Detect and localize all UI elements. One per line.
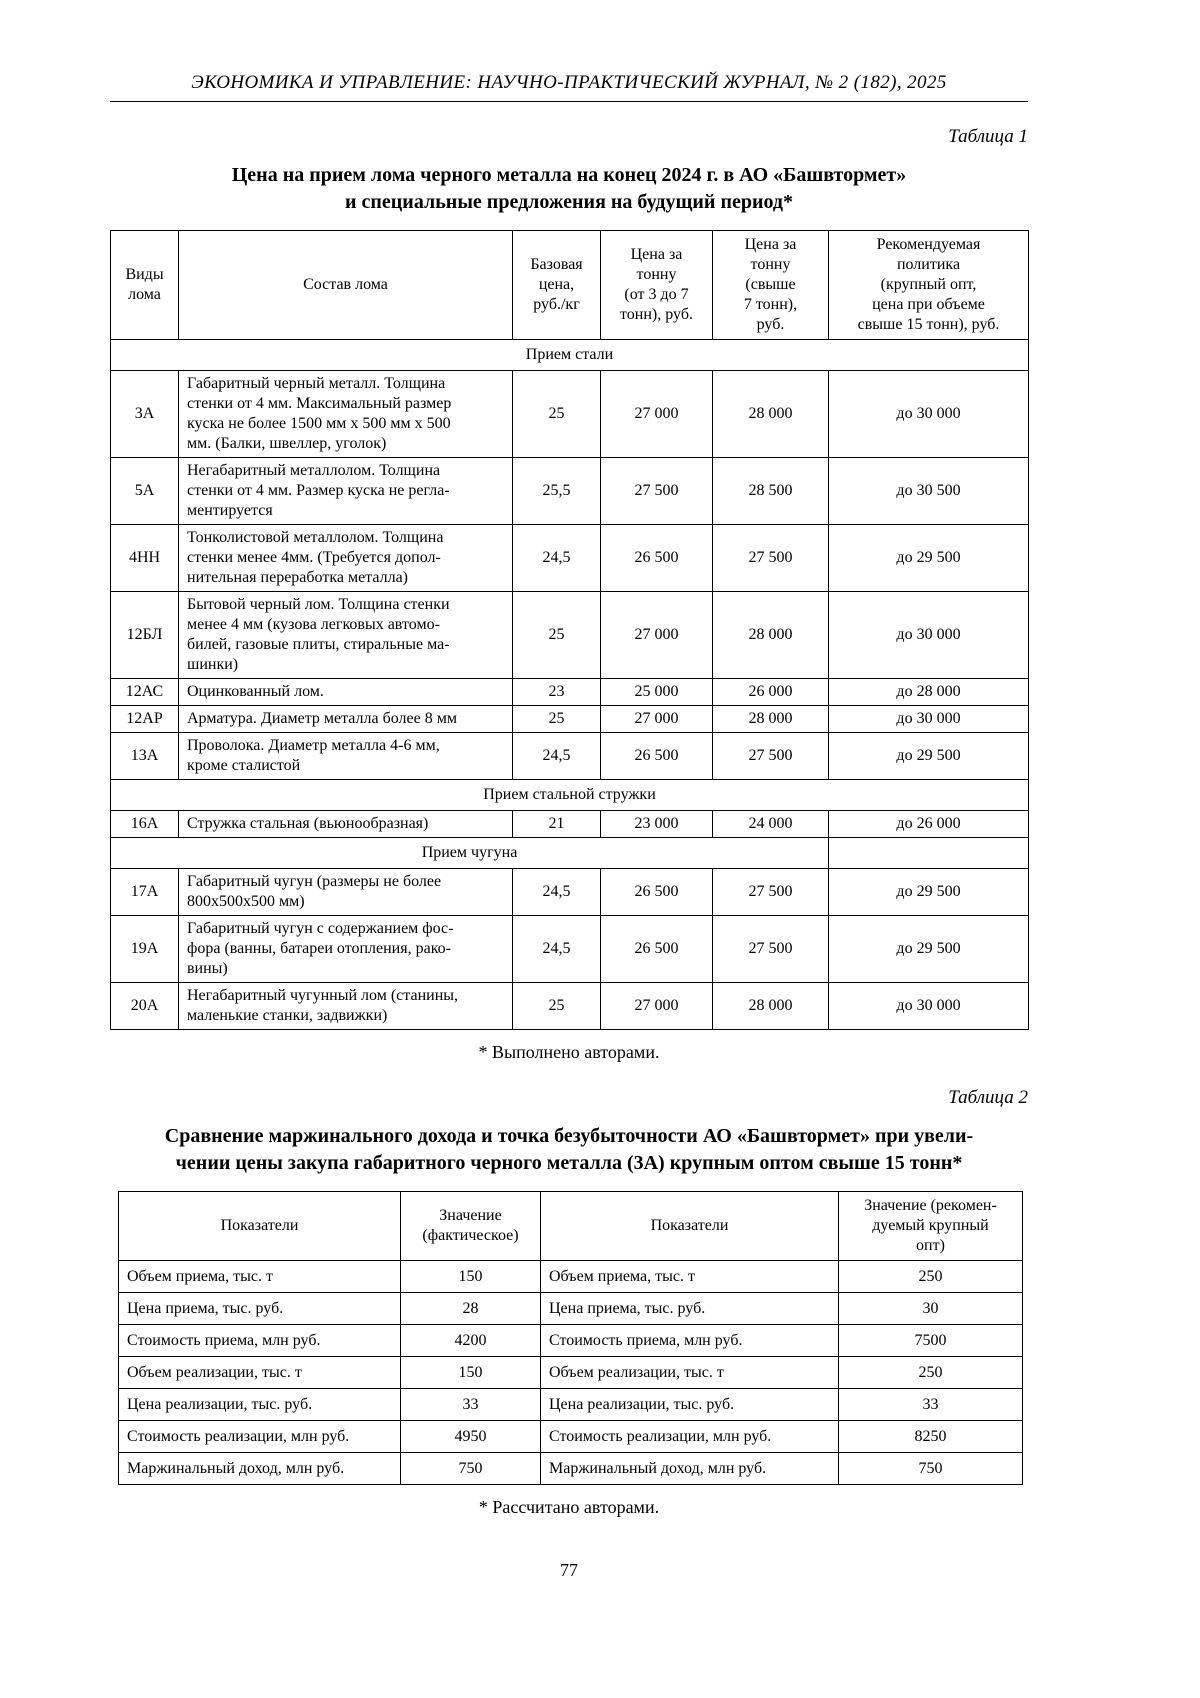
scrap-composition: Негабаритный металлолом. Толщина стенки от 4 мм. Размер куска не регла- ментируется <box>179 458 513 525</box>
col-header-value-actual: Значение (фактическое) <box>401 1192 541 1261</box>
table-row <box>111 706 1029 733</box>
price-value: 24,5 <box>513 916 601 983</box>
indicator-label: Цена приема, тыс. руб. <box>119 1293 401 1325</box>
indicator-value: 4950 <box>401 1421 541 1453</box>
price-value: 25 <box>513 983 601 1030</box>
table-row <box>111 916 1029 983</box>
section-row <box>111 838 1029 869</box>
scrap-type-code: 3А <box>111 371 179 458</box>
margin-table-head <box>119 1192 1023 1261</box>
price-value: до 29 500 <box>829 733 1029 780</box>
table-row <box>119 1389 1023 1421</box>
section-label: Прием чугуна <box>111 838 829 869</box>
col-header-indicators-recommended: Показатели <box>541 1192 839 1261</box>
price-value: 28 000 <box>713 592 829 679</box>
price-value: 27 500 <box>713 733 829 780</box>
price-value: 27 000 <box>601 371 713 458</box>
price-value: до 30 000 <box>829 706 1029 733</box>
section-empty-cell <box>829 838 1029 869</box>
scrap-composition: Тонколистовой металлолом. Толщина стенки менее 4мм. (Требуется допол- нительная переработка металла) <box>179 525 513 592</box>
col-header-price-over-7t: Цена за тонну (свыше 7 тонн), руб. <box>713 231 829 340</box>
section-label: Прием стали <box>111 340 1029 371</box>
price-value: 27 500 <box>601 458 713 525</box>
price-value: 21 <box>513 811 601 838</box>
col-header-base-price: Базовая цена, руб./кг <box>513 231 601 340</box>
table2-caption: Таблица 2 <box>948 1087 1028 1108</box>
indicator-label: Стоимость приема, млн руб. <box>119 1325 401 1357</box>
header-row <box>111 231 1029 340</box>
header-row <box>119 1192 1023 1261</box>
table-row <box>111 811 1029 838</box>
price-value: 24,5 <box>513 869 601 916</box>
scrap-type-code: 20А <box>111 983 179 1030</box>
indicator-value: 4200 <box>401 1325 541 1357</box>
table-row <box>119 1421 1023 1453</box>
indicator-label: Цена реализации, тыс. руб. <box>119 1389 401 1421</box>
price-value: до 29 500 <box>829 525 1029 592</box>
page-content <box>110 0 1028 1581</box>
section-row <box>111 340 1029 371</box>
table-row <box>111 592 1029 679</box>
price-value: 26 500 <box>601 525 713 592</box>
price-value: до 29 500 <box>829 869 1029 916</box>
scrap-type-code: 4НН <box>111 525 179 592</box>
price-value: 24,5 <box>513 733 601 780</box>
table-row <box>119 1293 1023 1325</box>
indicator-label: Стоимость реализации, млн руб. <box>119 1421 401 1453</box>
price-value: 27 500 <box>713 525 829 592</box>
col-header-recommended-policy: Рекомендуемая политика (крупный опт, цена при объеме свыше 15 тонн), руб. <box>829 231 1029 340</box>
price-value: 26 500 <box>601 733 713 780</box>
table2-title: Сравнение маржинального дохода и точка безубыточности АО «Башвтормет» при увели- чении цены закупа габаритного черного металла (3А) крупным оптом свыше 15 тонн* <box>164 1125 974 1174</box>
indicator-value: 250 <box>839 1261 1023 1293</box>
indicator-value: 150 <box>401 1261 541 1293</box>
table-row <box>111 525 1029 592</box>
price-value: 23 <box>513 679 601 706</box>
price-value: 26 000 <box>713 679 829 706</box>
indicator-value: 8250 <box>839 1421 1023 1453</box>
table1-footnote: * Выполнено авторами. <box>478 1042 660 1062</box>
price-value: 27 000 <box>601 706 713 733</box>
scrap-type-code: 12АР <box>111 706 179 733</box>
price-value: 25 000 <box>601 679 713 706</box>
scrap-price-table-head <box>111 231 1029 340</box>
col-header-indicators-actual: Показатели <box>119 1192 401 1261</box>
scrap-type-code: 13А <box>111 733 179 780</box>
price-value: 24 000 <box>713 811 829 838</box>
price-value: 24,5 <box>513 525 601 592</box>
price-value: 27 000 <box>601 592 713 679</box>
indicator-value: 250 <box>839 1357 1023 1389</box>
price-value: до 30 500 <box>829 458 1029 525</box>
indicator-value: 750 <box>839 1453 1023 1485</box>
table-row <box>111 679 1029 706</box>
indicator-label: Маржинальный доход, млн руб. <box>541 1453 839 1485</box>
indicator-label: Цена приема, тыс. руб. <box>541 1293 839 1325</box>
indicator-value: 33 <box>401 1389 541 1421</box>
scrap-composition: Оцинкованный лом. <box>179 679 513 706</box>
table1-caption: Таблица 1 <box>948 126 1028 147</box>
scrap-type-code: 19А <box>111 916 179 983</box>
scrap-composition: Стружка стальная (вьюнообразная) <box>179 811 513 838</box>
col-header-value-recommended: Значение (рекомен- дуемый крупный опт) <box>839 1192 1023 1261</box>
table-row <box>119 1357 1023 1389</box>
price-value: 27 500 <box>713 869 829 916</box>
scrap-composition: Проволока. Диаметр металла 4-6 мм, кроме сталистой <box>179 733 513 780</box>
price-value: 27 500 <box>713 916 829 983</box>
indicator-value: 30 <box>839 1293 1023 1325</box>
page-number: 77 <box>560 1560 578 1580</box>
margin-comparison-table <box>118 1191 1023 1485</box>
table-row <box>119 1325 1023 1357</box>
price-value: 28 000 <box>713 371 829 458</box>
table1-title: Цена на прием лома черного металла на конец 2024 г. в АО «Башвтормет» и специальные предложения на будущий период* <box>231 164 907 213</box>
indicator-label: Объем реализации, тыс. т <box>541 1357 839 1389</box>
indicator-value: 750 <box>401 1453 541 1485</box>
scrap-type-code: 12АС <box>111 679 179 706</box>
price-value: 28 500 <box>713 458 829 525</box>
table-row <box>111 983 1029 1030</box>
scrap-composition: Габаритный чугун (размеры не более 800х500х500 мм) <box>179 869 513 916</box>
scrap-price-table <box>110 230 1029 1030</box>
price-value: до 26 000 <box>829 811 1029 838</box>
scrap-composition: Арматура. Диаметр металла более 8 мм <box>179 706 513 733</box>
scrap-composition: Негабаритный чугунный лом (станины, маленькие станки, задвижки) <box>179 983 513 1030</box>
scrap-composition: Габаритный чугун с содержанием фос- фора (ванны, батареи отопления, рако- вины) <box>179 916 513 983</box>
indicator-label: Маржинальный доход, млн руб. <box>119 1453 401 1485</box>
price-value: 25 <box>513 371 601 458</box>
table-row <box>119 1453 1023 1485</box>
price-value: 28 000 <box>713 983 829 1030</box>
col-header-composition: Состав лома <box>179 231 513 340</box>
price-table-body <box>111 340 1029 1030</box>
section-label: Прием стальной стружки <box>111 780 1029 811</box>
table-row <box>111 733 1029 780</box>
margin-table-body <box>119 1261 1023 1485</box>
indicator-value: 7500 <box>839 1325 1023 1357</box>
indicator-label: Цена реализации, тыс. руб. <box>541 1389 839 1421</box>
table2-footnote: * Рассчитано авторами. <box>478 1497 660 1517</box>
price-value: 25 <box>513 706 601 733</box>
indicator-label: Стоимость приема, млн руб. <box>541 1325 839 1357</box>
scrap-type-code: 5А <box>111 458 179 525</box>
price-value: 28 000 <box>713 706 829 733</box>
price-value: до 28 000 <box>829 679 1029 706</box>
price-value: 23 000 <box>601 811 713 838</box>
table-row <box>111 371 1029 458</box>
price-value: до 29 500 <box>829 916 1029 983</box>
price-value: 26 500 <box>601 869 713 916</box>
price-value: до 30 000 <box>829 592 1029 679</box>
indicator-label: Объем приема, тыс. т <box>541 1261 839 1293</box>
table-row <box>119 1261 1023 1293</box>
journal-header: ЭКОНОМИКА И УПРАВЛЕНИЕ: НАУЧНО-ПРАКТИЧЕСКИЙ ЖУРНАЛ, № 2 (182), 2025 <box>110 72 1028 102</box>
scrap-type-code: 16А <box>111 811 179 838</box>
col-header-price-3-7t: Цена за тонну (от 3 до 7 тонн), руб. <box>601 231 713 340</box>
price-value: 25 <box>513 592 601 679</box>
table-row <box>111 869 1029 916</box>
section-row <box>111 780 1029 811</box>
indicator-value: 28 <box>401 1293 541 1325</box>
col-header-scrap-type: Виды лома <box>111 231 179 340</box>
price-value: до 30 000 <box>829 983 1029 1030</box>
price-value: до 30 000 <box>829 371 1029 458</box>
price-value: 25,5 <box>513 458 601 525</box>
scrap-composition: Габаритный черный металл. Толщина стенки от 4 мм. Максимальный размер куска не более 1500 мм х 500 мм х 500 мм. (Балки, швеллер, уголок) <box>179 371 513 458</box>
indicator-label: Объем реализации, тыс. т <box>119 1357 401 1389</box>
scrap-type-code: 17А <box>111 869 179 916</box>
indicator-value: 33 <box>839 1389 1023 1421</box>
scrap-type-code: 12БЛ <box>111 592 179 679</box>
indicator-label: Стоимость реализации, млн руб. <box>541 1421 839 1453</box>
indicator-label: Объем приема, тыс. т <box>119 1261 401 1293</box>
price-value: 27 000 <box>601 983 713 1030</box>
table-row <box>111 458 1029 525</box>
indicator-value: 150 <box>401 1357 541 1389</box>
scrap-composition: Бытовой черный лом. Толщина стенки менее 4 мм (кузова легковых автомо- билей, газовые плиты, стиральные ма- шинки) <box>179 592 513 679</box>
price-value: 26 500 <box>601 916 713 983</box>
